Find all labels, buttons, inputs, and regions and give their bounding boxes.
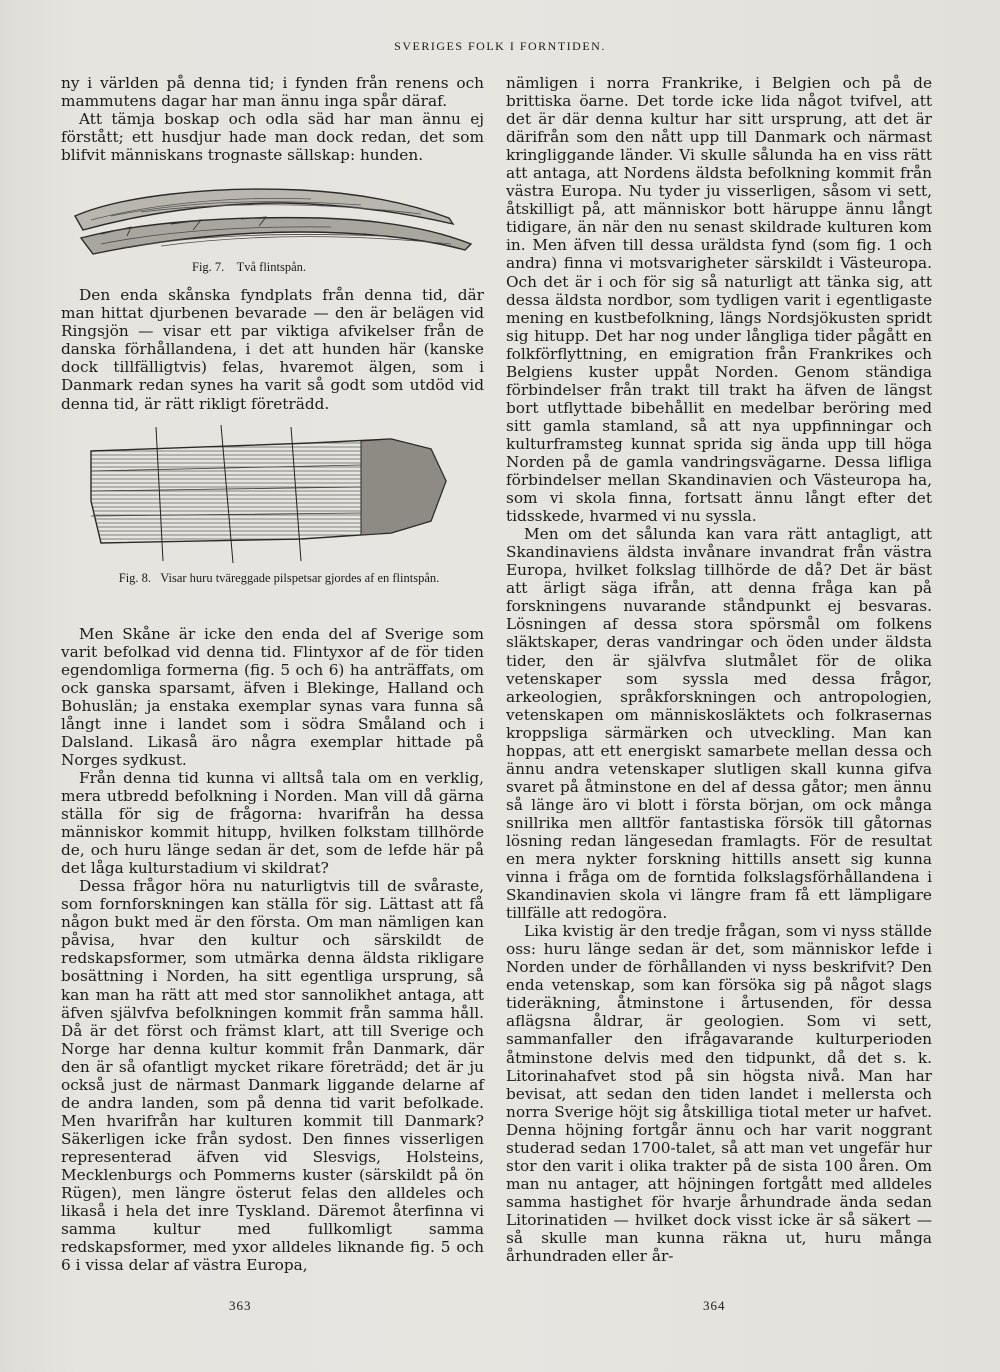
figure-8 — [61, 421, 484, 611]
paragraph: Den enda skånska fyndplats från denna tid, där man hittat djurbenen bevarade — den är belägen vid Ringsjön — visar ett par viktiga afvikelser från de danska förhållandena, i det att hunden här (kanske dock tillfälligtvis) felas, hvaremot älgen, som i Danmark redan synes ha varit så godt som utdöd vid denna tid, är rätt rikligt företrädd. — [61, 286, 484, 413]
paragraph: ny i världen på denna tid; i fynden från renens och mammutens dagar har man ännu inga spår däraf. — [61, 74, 484, 111]
figure-7-caption — [192, 260, 306, 274]
page-number-right: 364 — [703, 1298, 726, 1313]
paragraph: Dessa frågor höra nu naturligtvis till de svåraste, som fornforskningen kan ställa för sig. Lättast att få någon bukt med är den första. Om man nämligen kan påvisa, hvar den kultur och särskildt de redskapsformer, som utmärka denna äldsta rikligare bosättning i Norden, ha sitt egentliga ursprung, så kan man ha rätt att med stor sannolikhet antaga, att äfven självfva befolkningen kommit från samma håll. Då är det först och främst klart, att till Sverige och Norge har denna kultur kommit från Danmark, där den är så ofantligt mycket rikare företrädd; det är ju också just de närmast Danmark liggande delarne af de andra landen, som på denna tid varit befolkade. Men hvarifrån har kulturen kommit till Danmark? Säkerligen icke från sydost. Den finnes visserligen representerad äfven vid Slesvigs, Holsteins, Mecklenburgs och Pommerns kuster (särskildt på ön Rügen), men längre österut felas den alldeles och likaså i hela det inre Tyskland. Däremot återfinna vi samma kultur med fullkomligt samma redskapsformer, med yxor alldeles liknande fig. 5 och 6 i vissa delar af västra Europa, — [61, 877, 484, 1275]
paragraph: Lika kvistig är den tredje frågan, som vi nyss ställde oss: huru länge sedan är det, som människor lefde i Norden under de förhållanden vi nyss beskrifvit? Den enda vetenskap, som kan försöka sig på något slags tideräkning, åtminstone i årtusenden, för dessa aflägsna åldrar, är geologien. Som vi sett, sammanfaller den ifrågavarande kulturperioden åtminstone delvis med den tidpunkt, då det s. k. Litorinahafvet stod på sin högsta nivå. Man har bevisat, att sedan den tiden landet i mellersta och norra Sverige höjt sig åtskilliga tiotal meter ur hafvet. Denna höjning fortgår ännu och har varit noggrant studerad sedan 1700-talet, så att man vet ungefär hur stor den varit i olika trakter på de sista 100 åren. Om man nu antager, att höjningen fortgått med alldeles samma hastighet för hvarje århundrade ända sedan Litorinatiden — hvilket dock visst icke är så säkert — så skulle man kunna räkna ut, huru många århundraden eller år- — [506, 922, 932, 1266]
flint-arrowhead-illustration — [61, 421, 484, 571]
left-column — [61, 74, 484, 1274]
page-number-left: 363 — [229, 1298, 252, 1313]
paragraph: Att tämja boskap och odla säd har man ännu ej förstått; ett husdjur hade man dock redan, det som blifvit människans trognaste sällskap: hunden. — [61, 110, 484, 165]
right-column — [506, 74, 932, 1265]
paragraph: nämligen i norra Frankrike, i Belgien och på de brittiska öarne. Det torde icke lida något tvifvel, att det är där denna kultur har sitt ursprung, att det är därifrån som den nått upp till Danmark och närmast kringliggande länder. Vi skulle sålunda ha en viss rätt att antaga, att Nordens äldsta befolkning kommit från västra Europa. Nu tyder ju visserligen, såsom vi sett, åtskilligt på, att människor bott häruppe ännu långt tidigare, än när den nu senast skildrade kulturen kom in. Men äfven till dessa uräldsta fynd (som fig. 1 och andra) finna vi motsvarigheter särskildt i Västeuropa. Och det är i och för sig så naturligt att tänka sig, att dessa äldsta nordbor, som tydligen varit i egentligaste mening en kustbefolkning, längs Nordsjökusten spridt sig hitupp. Det har nog under långliga tider pågått en folkförflyttning, en emigration från Frankrikes och Belgiens kuster uppåt Norden. Genom ständiga förbindelser från trakt till trakt ha äfven de längst bort utflyttade bibehållit en medelbar beröring med sitt gamla stamland, så att nya uppfinningar och kulturframsteg kunnat sprida sig ända upp till höga Norden på de gamla vandringsvägarne. Dessa lifliga förbindelser mellan Skandinavien och Västeuropa ha, som vi skola finna, fortsatt ännu långt efter det tidsskede, hvarmed vi nu syssla. — [506, 74, 932, 526]
running-head: SVERIGES FOLK I FORNTIDEN. — [394, 39, 606, 53]
paragraph: Från denna tid kunna vi alltså tala om en verklig, mera utbredd befolkning i Norden. Man vill då gärna ställa för sig de frågorna: hvarifrån ha dessa människor kommit hitupp, hvilken folkstam tillhörde de, och huru länge sedan är det, som de lefde här på det låga kulturstadium vi skildrat? — [61, 768, 484, 878]
figure-7 — [61, 172, 484, 280]
figure-caption-text: Två flintspån. — [236, 260, 307, 275]
figure-label: Fig. 7. — [192, 260, 225, 275]
figure-caption-text: Visar huru tväreggade pilspetsar gjordes af en flintspån. — [160, 570, 440, 585]
paragraph: Men om det sålunda kan vara rätt antagligt, att Skandinaviens äldsta invånare invandrat från västra Europa, hvilket folkslag tillhörde de då? Det är bäst att ärligt säga ifrån, att denna fråga kan på forskningens nuvarande ståndpunkt ej besvaras. Lösningen af dessa stora spörsmål om folkens släktskaper, deras vandringar och öden under äldsta tider, den är självfva slutmålet för de olika vetenskaper som syssla med dessa frågor, arkeologien, språkforskningen och antropologien, vetenskapen om människosläktets och folkrasernas kroppsliga särmärken och utveckling. Man kan hoppas, att ett energiskt samarbete mellan dessa och ännu andra vetenskaper slutligen skall kunna gifva svaret på åtminstone en del af dessa gåtor; men ännu så länge äro vi blott i första början, om ock många snillrika men alltför fantastiska försök till gåtornas lösning redan längesedan framlagts. För de resultat en mera nykter forskning hittills ansett sig kunna vinna i fråga om de forntida folkslagsförhållandena i Skandinavien skola vi längre fram få ett lämpligare tillfälle att redogöra. — [506, 525, 932, 923]
paragraph: Men Skåne är icke den enda del af Sverige som varit befolkad vid denna tid. Flintyxor af de för tiden egendomliga formerna (fig. 5 och 6) ha anträffats, om ock ganska sparsamt, äfven i Blekinge, Halland och Bohuslän; ja enstaka exemplar synas vara funna så långt inne i landet som i södra Småland och i Dalsland. Likaså äro några exemplar hittade på Norges sydkust. — [61, 624, 484, 769]
figure-label: Fig. 8. — [118, 570, 152, 585]
figure-8-caption — [99, 571, 459, 585]
